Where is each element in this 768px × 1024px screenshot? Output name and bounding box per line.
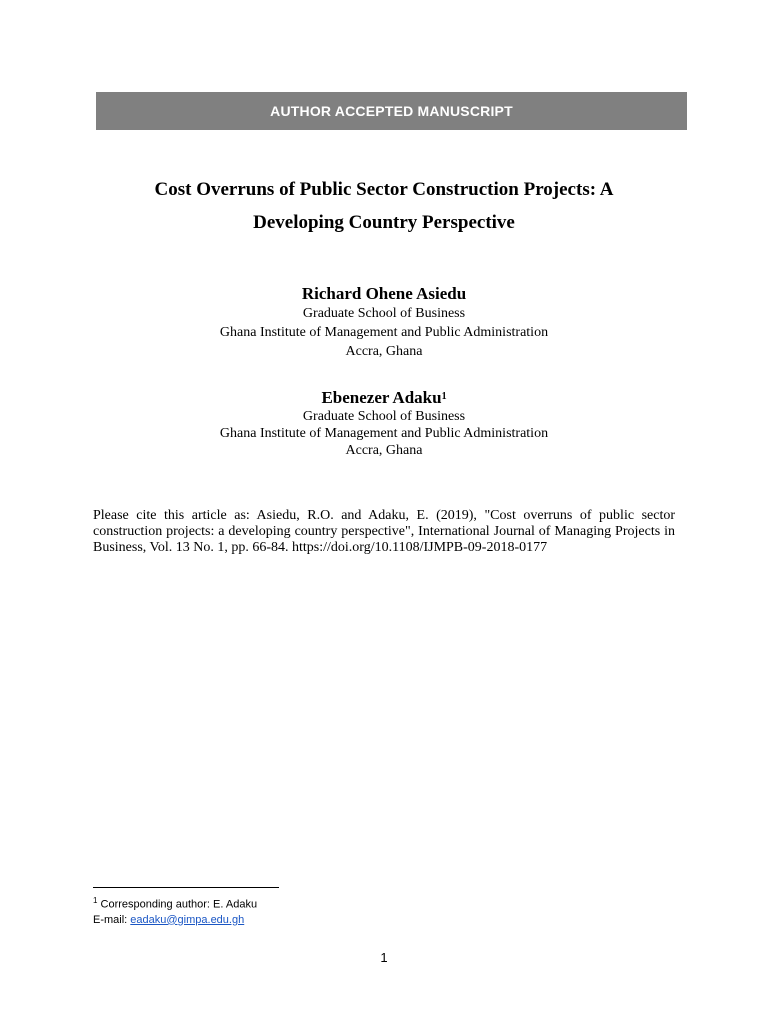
citation-paragraph: Please cite this article as: Asiedu, R.O. and Adaku, E. (2019), "Cost overruns of public sector construction projects: a developing country perspective", International Journal of Managing Projects in Business, Vol. 13 No. 1, pp. 66-84. https://doi.org/10.1108/IJMPB-09-2018-0177	[93, 508, 675, 555]
paper-title	[96, 173, 672, 239]
footnote-email-line	[93, 913, 257, 928]
author-name: Richard Ohene Asiedu	[301, 284, 467, 303]
author-block-1	[96, 284, 672, 361]
page-number: 1	[380, 950, 388, 965]
banner-text: AUTHOR ACCEPTED MANUSCRIPT	[270, 103, 513, 119]
author-institution: Ghana Institute of Management and Public Administration	[219, 325, 549, 340]
footnote-number: 1	[93, 896, 98, 905]
author-location: Accra, Ghana	[345, 443, 423, 458]
author-name: Ebenezer Adaku$^1$	[321, 388, 447, 407]
footnote	[93, 893, 257, 928]
footnote-line	[93, 893, 257, 913]
email-label: E-mail:	[93, 913, 128, 926]
author-location: Accra, Ghana	[345, 344, 423, 359]
footnote-marker: 1	[441, 391, 447, 402]
email-link[interactable]: eadaku@gimpa.edu.gh	[130, 913, 245, 926]
footnote-text: Corresponding author: E. Adaku	[100, 898, 258, 911]
author-block-2	[96, 388, 672, 459]
title-line-1: Cost Overruns of Public Sector Construction Projects: A	[154, 179, 614, 200]
author-institution: Ghana Institute of Management and Public Administration	[219, 426, 549, 441]
footnote-divider	[93, 887, 279, 888]
author-department: Graduate School of Business	[302, 409, 466, 424]
author-department: Graduate School of Business	[302, 306, 466, 321]
title-line-2: Developing Country Perspective	[253, 212, 515, 233]
manuscript-banner	[96, 92, 687, 130]
